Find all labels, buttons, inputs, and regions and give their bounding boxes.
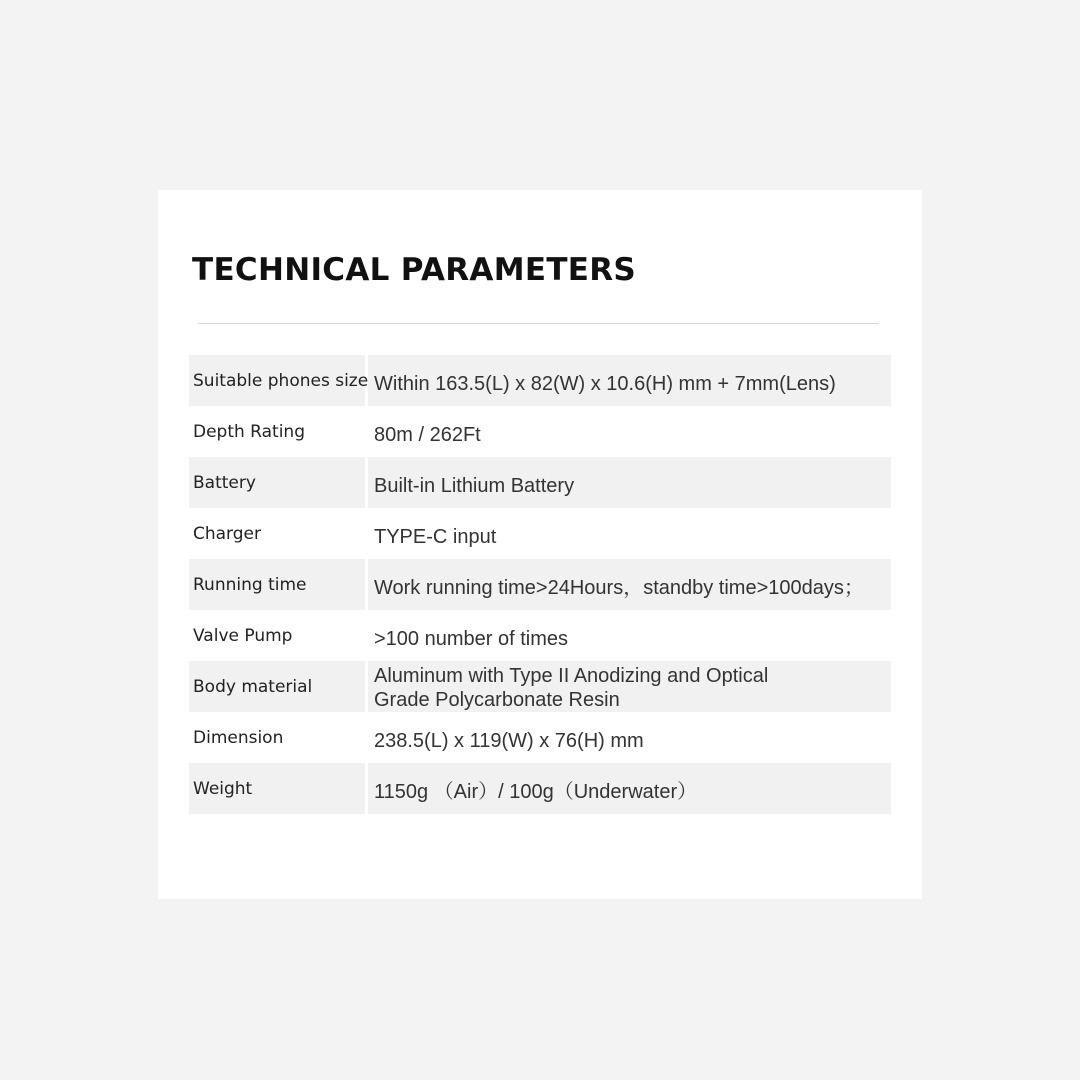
- spec-label: Body material: [189, 661, 365, 712]
- table-row: [189, 508, 891, 559]
- spec-label: Suitable phones size: [189, 355, 365, 406]
- spec-label: Charger: [193, 523, 261, 544]
- spec-label: Battery: [189, 457, 365, 508]
- spec-value: TYPE-C input: [374, 525, 497, 548]
- table-row: [189, 610, 891, 661]
- spec-value: Work running time>24Hours，standby time>100days；: [368, 559, 891, 610]
- spec-value: >100 number of times: [374, 627, 568, 650]
- spec-label: Depth Rating: [193, 421, 305, 442]
- spec-value: 80m / 262Ft: [374, 423, 481, 446]
- table-row: [189, 406, 891, 457]
- spec-value: Within 163.5(L) x 82(W) x 10.6(H) mm + 7mm(Lens): [368, 355, 891, 406]
- table-row: [189, 355, 891, 406]
- table-row: [189, 712, 891, 763]
- table-row: [189, 559, 891, 610]
- spec-label: Weight: [189, 763, 365, 814]
- spec-label: Running time: [189, 559, 365, 610]
- spec-value: Aluminum with Type II Anodizing and Optical Grade Polycarbonate Resin: [368, 661, 891, 712]
- spec-value: 238.5(L) x 119(W) x 76(H) mm: [374, 729, 644, 752]
- spec-card: [158, 190, 922, 899]
- spec-value: 1150g （Air）/ 100g（Underwater）: [368, 763, 891, 814]
- spec-label: Dimension: [193, 727, 284, 748]
- spec-table: [189, 355, 891, 814]
- table-row: [189, 457, 891, 508]
- spec-value: Built-in Lithium Battery: [368, 457, 891, 508]
- table-row: [189, 763, 891, 814]
- spec-label: Valve Pump: [193, 625, 293, 646]
- table-row: [189, 661, 891, 712]
- page-title: TECHNICAL PARAMETERS: [192, 252, 637, 288]
- title-divider: [198, 323, 879, 324]
